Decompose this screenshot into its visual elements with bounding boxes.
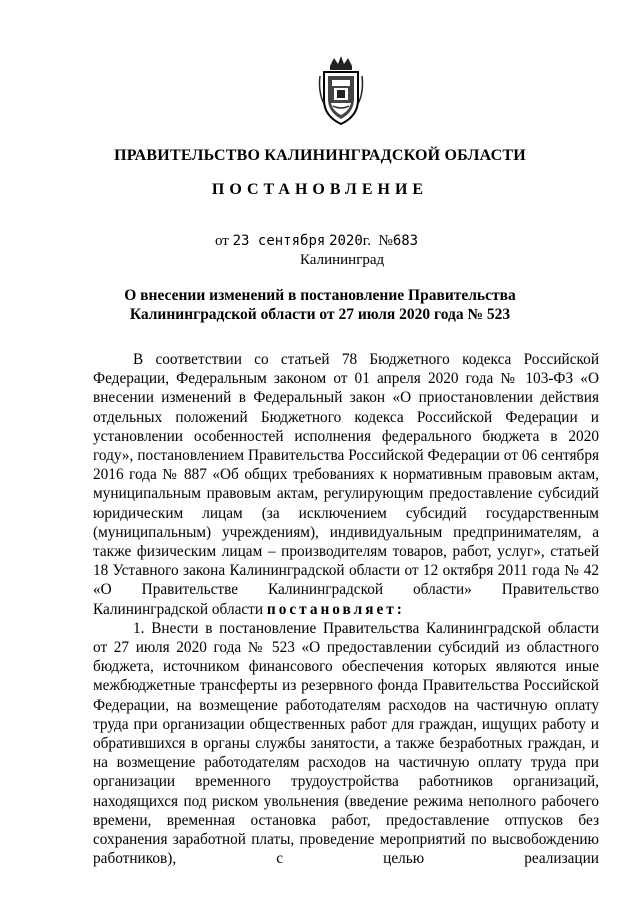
subject-line-2: Калининградской области от 27 июля 2020 года № 523 [129, 306, 511, 323]
coat-of-arms-emblem [318, 56, 364, 126]
document-type-title: ПОСТАНОВЛЕНИЕ [211, 181, 429, 198]
government-title: ПРАВИТЕЛЬСТВО КАЛИНИНГРАДСКОЙ ОБЛАСТИ [114, 147, 526, 164]
document-number: 683 [392, 233, 419, 249]
kaliningrad-coat-of-arms-icon [318, 56, 364, 126]
year-suffix: г. [362, 233, 372, 249]
number-sign: № [378, 233, 393, 249]
preamble-text: В соответствии со статьей 78 Бюджетного кодекса Российской Федерации, Федеральным законом от 01 апреля 2020 года № 103-ФЗ «О внесении изменений в Федеральный закон «О приостановлении действия отдельных положений Бюджетного кодекса Российской Федерации и установлении особенностей исполнения федерального бюджета в 2020 году», постановлением Правительства Российской Федерации от 06 сентября 2016 года № 887 «Об общих требованиях к нормативным правовым актам, муниципальным правовым актам, регулирующим предоставление субсидий юридическим лицам (за исключением субсидий государственным (муниципальным) учреждениям), индивидуальным предпринимателям, а также физическим лицам – производителям товаров, работ, услуг», статьей 18 Уставного закона Калининградской области от 12 октября 2011 года № 42 «О Правительстве Калининградской области» Правительство Калининградской области [93, 351, 599, 618]
handwritten-date: 23 сентября [232, 233, 326, 249]
clause-1-text: 1. Внести в постановление Правительства Калининградской области от 27 июля 2020 года № 523 «О предоставлении субсидий из областного бюджета, источником финансового обеспечения которых являются иные межбюджетные трансферты из резервного фонда Правительства Российской Федерации, на возмещение работодателям расходов на частичную оплату труда при организации общественных работ для граждан, ищущих работу и обратившихся в органы службы занятости, а также безработных граждан, и на возмещение работодателям расходов на частичную оплату труда при организации временного трудоустройства работников организаций, находящихся под риском увольнения (введение режима неполного рабочего времени, временная остановка работ, предоставление отпусков без сохранения заработной платы, проведение мероприятий по высвобождению работников), с целью реализации [93, 619, 599, 868]
document-body [93, 350, 599, 868]
date-number-line [215, 233, 545, 250]
clause-1-paragraph [93, 619, 599, 869]
preamble-paragraph [93, 350, 599, 619]
resolves-keyword: постановляет: [266, 600, 405, 618]
city-name: Калининград [300, 252, 385, 268]
subject-line-1: О внесении изменений в постановление Правительства [124, 287, 516, 304]
handwritten-year: 2020 [329, 233, 363, 249]
date-prefix: от [215, 233, 229, 249]
document-subject [0, 286, 640, 324]
